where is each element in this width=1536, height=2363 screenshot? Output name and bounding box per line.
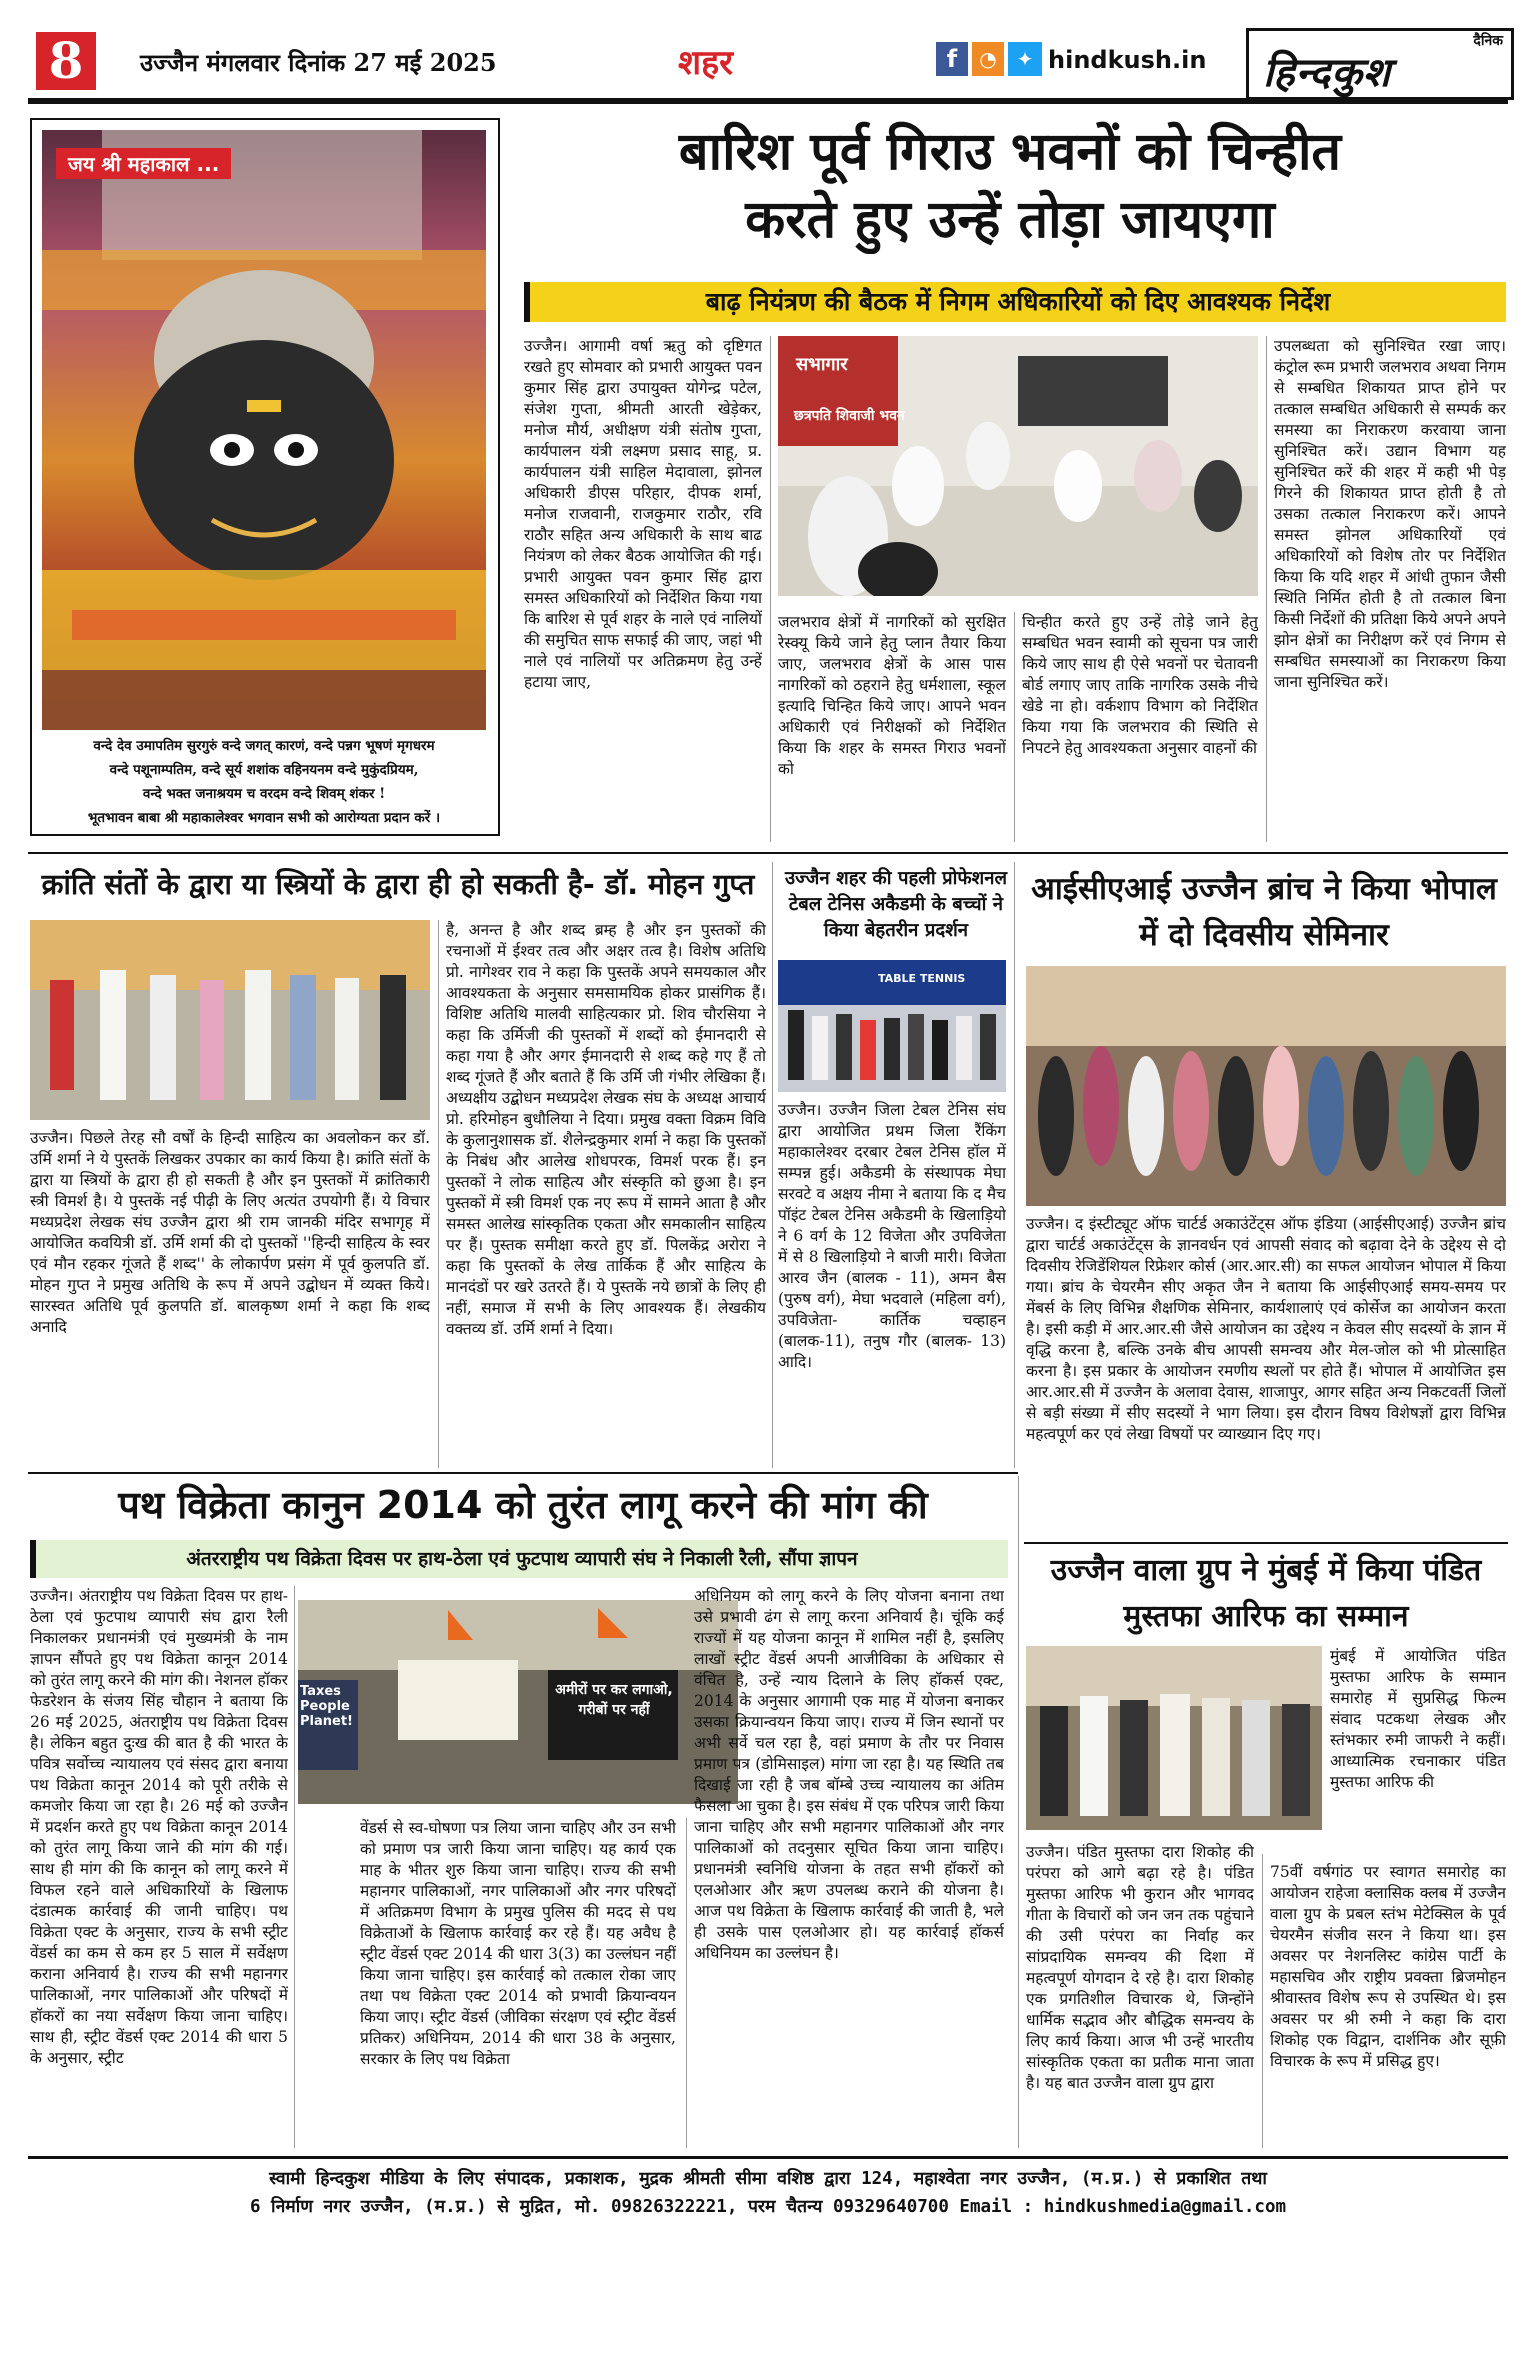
social-icons: [936, 42, 1042, 76]
rss-icon[interactable]: ◔: [972, 42, 1004, 76]
kranti-headline: क्रांति संतों के द्वारा या स्त्रियों के द्वारा ही हो सकती है- डॉ. मोहन गुप्त: [41, 868, 755, 901]
main-subhead: बाढ़ नियंत्रण की बैठक में निगम अधिकारियों को दिए आवश्यक निर्देश: [524, 282, 1506, 322]
icai-photo: [1026, 966, 1506, 1206]
page-number: 8: [36, 32, 96, 90]
mustafa-photo: [1026, 1646, 1322, 1830]
main-col-4: उपलब्धता को सुनिश्चित रखा जाए। कंट्रोल रूम प्रभारी जलभराव अथवा निगम से सम्बधित शिकायत प्राप्त होने पर तत्काल सम्बधित अधिकारी से सम्पर्क कर समस्या का निराकरण करवाया जाना सुनिश्चित करें। उद्यान विभाग यह सुनिश्चित करें की शहर में कही भी पेड़ गिरने की शिकायत प्राप्त होती है तो उसका तत्काल निराकरण करें। आपने समस्त झोनल अधिकारियों एवं अधिकारियों को विशेष तोर पर निर्देशित किया कि यदि शहर में आंधी तुफान जैसी स्थिति निर्मित होती है तो तत्काल बिना किसी निर्देशों की प्रतिक्षा किये अपने अपने झोन क्षेत्रों का निरीक्षण करें एवं निगम से सम्बधित समस्याओं का निराकरण किया जाना सुनिश्चित करें।: [1274, 337, 1506, 691]
section-rule: [28, 1472, 1018, 1474]
kranti-photo-art: [30, 920, 430, 1120]
icai-headline: आईसीएआई उज्जैन ब्रांच ने किया भोपाल में दो दिवसीय सेमिनार: [1031, 871, 1497, 953]
divider: [1262, 1854, 1263, 2148]
main-col-1: उज्जैन। आगामी वर्षा ऋतु को दृष्टिगत रखते हुए सोमवार को प्रभारी आयुक्त पवन कुमार सिंह द्वारा उपायुक्त योगेन्द्र पटेल, संजेश गुप्ता, श्रीमती आरती खेड़ेकर, मनोज मौर्य, अधीक्षण यंत्री संतोष गुप्ता, कार्यपालन यंत्री लक्ष्मण प्रसाद साहू, प्र. कार्यपालन यंत्री साहिल मेदावाला, झोनल अधिकारी डीएस परिहार, दीपक शर्मा, मनोज राजवानी, राजकुमार राठौर, रवि राठौर सहित अन्य अधिकारी के साथ बाढ नियंत्रण को लेकर बैठक आयोजित की गई। प्रभारी आयुक्त पवन कुमार सिंह द्वारा समस्त अधिकारियों को निर्देशित किया गया कि बारिश से पूर्व शहर के नाले एवं नालियों की समुचित साफ सफाई की जाए, जहां भी नाले एवं नालियों पर अतिक्रमण हेतु उन्हें हटाया जाए,: [524, 337, 762, 691]
main-headline: [510, 118, 1510, 254]
main-photo: [778, 336, 1258, 596]
divider: [438, 920, 439, 1468]
divider: [294, 1586, 295, 2148]
icai-body: उज्जैन। द इंस्टीट्यूट ऑफ चार्टर्ड अकाउंटेंट्स ऑफ इंडिया (आईसीएआई) उज्जैन ब्रांच द्वारा चार्टर्ड अकाउंटेंट्स के ज्ञानवर्धन एवं आपसी संवाद को बढ़ावा देने के उद्देश्य से दो दिवसीय रेजिडेंशियल रिफ्रेशर कोर्स (आर.आर.सी) का सफल आयोजन भोपाल में किया गया। ब्रांच के चेयरमैन सीए अकृत जैन ने बताया कि आईसीएआई समय-समय पर मेंबर्स के लिए विभिन्न शैक्षणिक सेमिनार, कार्यशालाएं एवं कोर्सेज का आयोजन करता है। इसी कड़ी में आर.आर.सी जैसे आयोजन का उद्देश्य न केवल सीए सदस्यों के ज्ञान में वृद्धि करना है, बल्कि उनके बीच आपसी समन्वय और मेल-जोल को भी प्रोत्साहित करना है। इस प्रकार के आयोजन रमणीय स्थलों पर होते हैं। भोपाल में आयोजित इस आर.आर.सी में उज्जैन के अलावा देवास, शाजापुर, आगर सहित अन्य निकटवर्ती जिलों से बड़ी संख्या में सीए सदस्यों ने भाग लिया। इस दौरान विषय विशेषज्ञों द्वारा विभिन्न महत्वपूर्ण कर एवं लेखा विषयों पर व्याख्यान दिए गए।: [1026, 1215, 1506, 1443]
icai-photo-art: [1026, 966, 1506, 1206]
tt-body: उज्जैन। उज्जैन जिला टेबल टेनिस संघ द्वारा आयोजित प्रथम जिला रैंकिंग महाकालेश्वर दरबार टेबल टेनिस हॉल में सम्पन्न हुई। अकैडमी के संस्थापक मेघा सरवटे व अक्षय नीमा ने बताया कि द मैच पॉइंट टेबल टेनिस अकैडमी के खिलाड़ियो ने 6 वर्ग के 12 विजेता और उपविजेता में से 8 खिलाड़ियो ने बाजी मारी। विजेता आरव जैन (बालक - 11), अमन बैस (पुरुष वर्ग), मेघा भदवाले (महिला वर्ग), उपविजेता- कार्तिक चव्हाहन (बालक-11), तनुष गौर (बालक- 13) आदि।: [778, 1101, 1006, 1371]
vendors-col-3: अधिनियम को लागू करने के लिए योजना बनाना तथा उसे प्रभावी ढंग से लागू करना अनिवार्य है। चूंकि कई राज्यों में यह योजना कानून में शामिल नहीं है, इसलिए लाखों स्ट्रीट वेंडर्स अपनी आजीविका के अधिकार से वंचित है, उन्हें न्याय दिलाने के लिए हॉकर्स एक्ट, 2014 के अनुसार आगामी एक माह में योजना बनाकर उसका क्रियान्वयन किया जाए। राज्य में जिन स्थानों पर अभी सर्वे चल रहा है, वहां प्रमाण के तौर पर निवास प्रमाण पत्र (डोमिसाइल) मांगा जा रहा है। यह स्थिति तब दिखाई जा रही है जब बॉम्बे उच्च न्यायालय का अंतिम फैसला आ चुका है। इस संबंध में एक परिपत्र जारी किया जाना चाहिए और सभी महानगर पालिकाओं और नगर पालिकाओं को तदनुसार सूचित किया जाना चाहिए। प्रधानमंत्री स्वनिधि योजना के तहत सभी हॉकरों को एलओआर और ऋण उपलब्ध कराने की योजना है। आज पथ विक्रेता के खिलाफ कार्रवाई की जाती है, भले ही उसके पास एलओआर हो। यह कार्रवाई हॉकर्स अधिनियम का उल्लंघन है।: [694, 1587, 1004, 1962]
main-col-3: चिन्हीत करते हुए उन्हें तोड़े जाने हेतु सम्बधित भवन स्वामी को सूचना पत्र जारी किये जाए साथ ही ऐसे भवनों पर चेतावनी बोर्ड लगाए जाए ताकि नागरिक उसके नीचे खेडे ना हो। वर्कशाप विभाग को निर्देशित किया गया कि जलभराव की स्थिति से निपटने हेतु आवश्यकता अनुसार वाहनों की: [1022, 613, 1258, 757]
footer-rule: [28, 2156, 1508, 2159]
mahakal-tag: जय श्री महाकाल ...: [56, 148, 231, 179]
main-headline-line: करते हुए उन्हें तोड़ा जायएगा: [745, 190, 1275, 250]
vendors-subhead: अंतरराष्ट्रीय पथ विक्रेता दिवस पर हाथ-ठेला एवं फुटपाथ व्यापारी संघ ने निकाली रैली, सौंपा ज्ञापन: [30, 1540, 1008, 1578]
divider: [1018, 1476, 1019, 2148]
mustafa-col-2: 75वीं वर्षगांठ पर स्वागत समारोह का आयोजन राहेजा क्लासिक क्लब में उज्जैन वाला ग्रुप के प्रबल स्तंभ मेटेक्सिल के पूर्व चेयरमैन संजीव सरन ने किया था। इस अवसर पर नेशनलिस्ट कांग्रेस पार्टी के महासचिव और राष्ट्रीय प्रवक्ता ब्रिजमोहन श्रीवास्तव विशेष रूप से उपस्थित थे। इस अवसर पर श्री रुमी ने कहा कि दारा शिकोह एक विद्वान, दार्शनिक और सूफ़ी विचारक के रूप में प्रसिद्ध हुए।: [1270, 1863, 1506, 2070]
divider: [1014, 862, 1015, 1468]
mustafa-right-text: मुंबई में आयोजित पंडित मुस्तफा आरिफ के सम्मान समारोह में सुप्रसिद्ध फिल्म संवाद पटकथा लेखक और स्तंभकार रुमी जाफरी ने कहीं। आध्यात्मिक रचनाकार पंडित मुस्तफा आरिफ की: [1330, 1647, 1506, 1791]
caption-line: वन्दे भक्त जनाश्रयम च वरदम वन्दे शिवम् शंकर !: [142, 786, 386, 802]
vendors-col-1: उज्जैन। अंतराष्ट्रीय पथ विक्रेता दिवस पर हाथ-ठेला एवं फुटपाथ व्यापारी संघ द्वारा रैली निकालकर प्रधानमंत्री एवं मुख्यमंत्री के नाम ज्ञापन सौंपते हुए पथ विक्रेता कानून 2014 को तुरंत लागू करने की मांग की। नेशनल हॉकर फेडरेशन के संजय सिंह चौहान ने बताया कि 26 मई 2025, अंतराष्ट्रीय पथ विक्रेता दिवस है। लेकिन बहुत दुःख की बात है की भारत के पवित्र सर्वोच्च न्यायालय एवं संसद द्वारा बनाया पथ विक्रेता कानून 2014 को पूरी तरीके से कमजोर किया जा रहा है। 26 मई को उज्जैन में प्रदर्शन करते हुए पथ विक्रेता कानून 2014 को तुरंत लागू किया जाने की मांग की गई। साथ ही मांग की कि कानून को लागू करने में विफल रहने वाले अधिकारियों के खिलाफ दंडात्मक कार्रवाई की जानी चाहिए। पथ विक्रेता एक्ट के अनुसार, राज्य के सभी स्ट्रीट वेंडर्स का कम से कम हर 5 साल में सर्वेक्षण कराना अनिवार्य है। राज्य की सभी महानगर पालिकाओं, नगर पालिकाओं और परिषदों में हॉकरों का नया सर्वेक्षण किया जाना चाहिए। साथ ही, स्ट्रीट वेंडर्स एक्ट 2014 की धारा 5 के अनुसार, स्ट्रीट: [30, 1587, 288, 2067]
mustafa-headline: उज्जैन वाला ग्रुप ने मुंबई में किया पंडित मुस्तफा आरिफ का सम्मान: [1050, 1553, 1482, 1634]
divider: [686, 1818, 687, 2148]
logo-text: हिन्दकुश: [1263, 50, 1392, 96]
tt-banner: TABLE TENNIS: [878, 972, 966, 985]
mahakal-box: [30, 118, 500, 836]
kranti-col-1: उज्जैन। पिछले तेरह सौ वर्षों के हिन्दी साहित्य का अवलोकन कर डॉ. उर्मि शर्मा ने ये पुस्तकें लिखकर उपकार का कार्य किया है। क्रांति संतों के द्वारा या स्त्रियों के द्वारा ही हो सकती है और इन पुस्तकों में क्रांतिकारी स्त्री विमर्श है। ये पुस्तकें नई पीढ़ी के लिए अत्यंत उपयोगी हैं। ये विचार मध्यप्रदेश लेखक संघ उज्जैन द्वारा श्री राम जानकी मंदिर सभागृह में आयोजित कवयित्री डॉ. उर्मि शर्मा की दो पुस्तकों ''हिन्दी साहित्य के स्वर एवं मौन रहकर गूंजते हैं शब्द'' के लोकार्पण प्रसंग में पूर्व कुलपति डॉ. मोहन गुप्त ने प्रमुख अतिथि के रूप में अपने उद्बोधन में व्यक्त किये। सारस्वत अतिथि पूर्व कुलपति डॉ. बालकृष्ण शर्मा ने कहा कि शब्द अनादि: [30, 1129, 430, 1336]
vendors-headline: पथ विक्रेता कानुन 2014 को तुरंत लागू करने की मांग की: [118, 1483, 928, 1527]
dateline: उज्जैन मंगलवार दिनांक 27 मई 2025: [140, 48, 497, 77]
meeting-photo-art: [778, 336, 1258, 596]
photo-sign: छत्रपति शिवाजी भवन: [794, 408, 905, 424]
caption-line: वन्दे देव उमापतिम सुरगुरुं वन्दे जगत् कारणं, वन्दे पन्नग भूषणं मृगधरम: [93, 738, 435, 754]
mahakal-photo-art: [42, 130, 486, 730]
main-col-2: जलभराव क्षेत्रों में नागरिकों को सुरक्षित रेस्क्यू किये जाने हेतु प्लान तैयार किया जाए, जलभराव क्षेत्रों के आस पास नागरिकों को ठहराने हेतु धर्मशाला, स्कूल इत्यादि चिन्हित किये जाए। आपने भवन अधिकारी एवं निरीक्षकों को निर्देशित किया कि शहर के समस्त गिराउ भवनों को: [778, 613, 1006, 778]
mustafa-col-1: उज्जैन। पंडित मुस्तफा दारा शिकोह की परंपरा को आगे बढ़ा रहे है। पंडित मुस्तफा आरिफ भी कुरान और भागवद गीता के विचारों को जन जन तक पहुंचाने की उसी परंपरा का निर्वाह कर सांप्रदायिक समन्वय की दिशा में महत्वपूर्ण योगदान दे रहे है। दारा शिकोह एक प्रगतिशील विचारक थे, जिन्होंने धार्मिक सद्भाव और बौद्धिक समन्वय के लिए कार्य किया। आज भी उन्हें भारतीय सांस्कृतिक एकता का प्रतीक माना जाता है। यह बात उज्जैन वाला ग्रुप द्वारा: [1026, 1843, 1254, 2092]
tt-headline: उज्जैन शहर की पहली प्रोफेशनल टेबल टेनिस अकैडमी के बच्चों ने किया बेहतरीन प्रदर्शन: [784, 868, 1008, 941]
vendors-col-2: वेंडर्स से स्व-घोषणा पत्र लिया जाना चाहिए और उन सभी को प्रमाण पत्र जारी किया जाना चाहिए। यह कार्य एक माह के भीतर शुरु किया जाना चाहिए। राज्य की सभी महानगर पालिकाओं, नगर पालिकाओं और नगर परिषदों में अतिक्रमण विभाग के प्रमुख पुलिस की मदद से पथ विक्रेताओं के खिलाफ कार्रवाई कर रहे हैं। यह अवैध है स्ट्रीट वेंडर्स एक्ट 2014 की धारा 3(3) का उल्लंघन नहीं किया जाना चाहिए। इस कार्रवाई को तत्काल रोका जाए तथा पथ विक्रेता एक्ट 2014 को प्रभावी क्रियान्वयन किया जाए। स्ट्रीट वेंडर्स (जीविका संरक्षण एवं स्ट्रीट वेंडर्स प्रतिकर) अधिनियम, 2014 की धारा 38 के अनुसार, सरकार के लिए पथ विक्रेता: [360, 1819, 676, 2068]
kranti-col-2: है, अनन्त है और शब्द ब्रम्ह है और इन पुस्तकों की रचनाओं में ईश्वर तत्व और अक्षर तत्व है। विशेष अतिथि प्रो. नागेश्वर राव ने कहा कि पुस्तकें अपने समयकाल और आवश्यकता के अनुसार समसामयिक होकर प्रासंगिक हैं। विशिष्ट अतिथि मालवी साहित्यकार प्रो. शिव चौरसिया ने कहा कि उर्मिजी की पुस्तकों में शब्दों को ईमानदारी से कहा गया है और अगर ईमानदारी से शब्द कहे गए हैं तो शब्द गूंजते हैं और बताते हैं कि उर्मि जी गंभीर लेखिका हैं। अध्यक्षीय उद्बोधन मध्यप्रदेश लेखक संघ के अध्यक्ष आचार्य प्रो. हरिमोहन बुधौलिया ने दिया। प्रमुख वक्ता विक्रम विवि के कुलानुशासक डॉ. शैलेन्द्रकुमार शर्मा ने कहा कि पुस्तकों के निबंध और आलेख शोधपरक, विमर्श परक हैं। इन पुस्तकों ने लोक साहित्य और संस्कृति को छुआ है। इन पुस्तकों में स्त्री विमर्श एक नए रूप में सामने आता है और समस्त आलेख सांस्कृतिक एकता और समकालीन साहित्य पर हैं। पुस्तक समीक्षा करते हुए डॉ. पिलकेंद्र अरोरा ने कहा कि पुस्तकों के लेख तार्किक हैं और साहित्य के मानदंडों पर खरे उतरते हैं। ये पुस्तकें नये छात्रों के लिए ही नहीं, समाज में सभी के लिए आवश्यक हैं। लेखकीय वक्तव्य डॉ. उर्मि शर्मा ने दिया।: [446, 921, 766, 1338]
section-rule: [28, 852, 1508, 854]
main-headline-line: बारिश पूर्व गिराउ भवनों को चिन्हीत: [678, 122, 1342, 182]
mustafa-photo-art: [1026, 1646, 1322, 1830]
facebook-icon[interactable]: f: [936, 42, 968, 76]
imprint-line: 6 निर्माण नगर उज्जैन, (म.प्र.) से मुद्रित, मो. 09826322221, परम चैतन्य 09329640700 Email : hindkushmedia@gmail.com: [249, 2197, 1287, 2217]
kranti-photo: [30, 920, 430, 1120]
divider: [1014, 612, 1015, 842]
vendors-photo: [298, 1600, 738, 1804]
logo-small-text: दैनिक: [1473, 33, 1503, 49]
placard-text: अमीरों पर कर लगाओ, गरीबों पर नहीं: [555, 1682, 673, 1718]
photo-sign: सभागार: [796, 354, 848, 375]
twitter-icon[interactable]: ✦: [1008, 42, 1042, 76]
imprint-line: स्वामी हिन्दकुश मीडिया के लिए संपादक, प्रकाशक, मुद्रक श्रीमती सीमा वशिष्ठ द्वारा 124, महाश्वेता नगर उज्जैन, (म.प्र.) से प्रकाशित तथा: [269, 2169, 1267, 2189]
mahakal-photo: [42, 130, 486, 730]
divider: [1266, 336, 1267, 842]
masthead: [28, 26, 1508, 106]
caption-line: वन्दे पशूनाम्पतिम, वन्दे सूर्य शशांक वहिनयनम वन्दे मुकुंदप्रियम,: [109, 762, 419, 778]
placard-text: Taxes People Planet!: [300, 1684, 353, 1729]
divider: [772, 862, 773, 1468]
website-link[interactable]: hindkush.in: [1048, 46, 1207, 74]
logo: [1246, 28, 1514, 100]
masthead-rule: [28, 98, 1508, 104]
tt-photo: [778, 960, 1006, 1092]
section-rule: [1024, 1542, 1508, 1544]
divider: [770, 336, 771, 842]
caption-line: भूतभावन बाबा श्री महाकालेश्वर भगवान सभी को आरोग्यता प्रदान करें ।: [87, 810, 441, 826]
section-title: शहर: [678, 43, 734, 83]
mahakal-caption: [42, 734, 486, 830]
